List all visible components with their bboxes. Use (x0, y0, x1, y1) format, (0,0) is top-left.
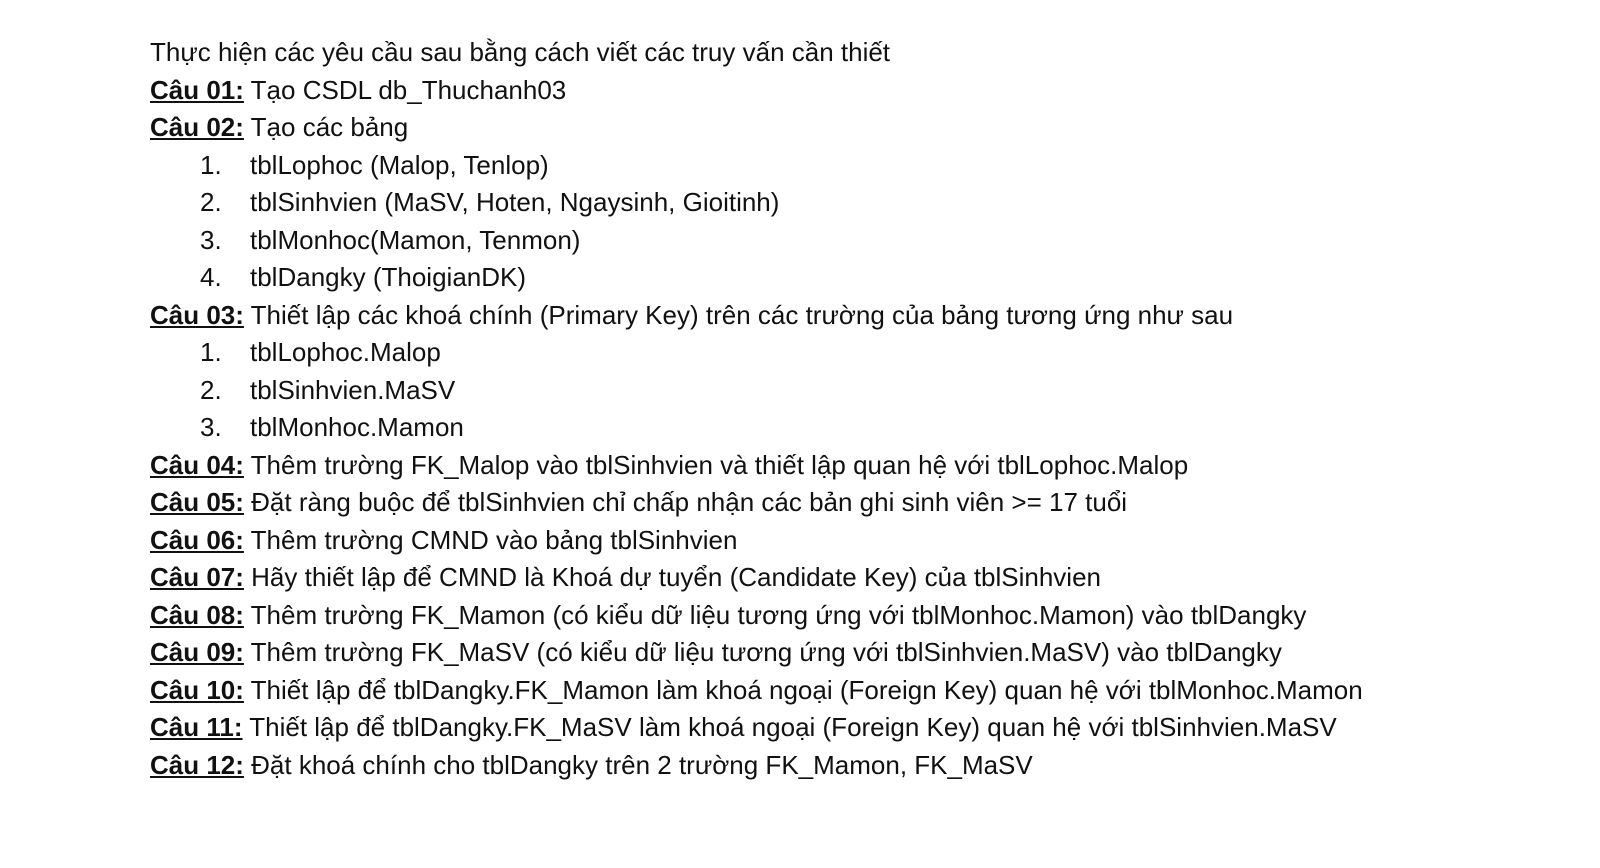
question-09 (150, 634, 1580, 672)
question-02 (150, 109, 1580, 147)
list-item (150, 147, 1580, 185)
question-text: Thiết lập để tblDangky.FK_MaSV làm khoá ngoại (Foreign Key) quan hệ với tblSinhvien.MaSV (242, 712, 1337, 742)
list-item-number: 1. (200, 337, 222, 367)
question-label: Câu 03: (150, 299, 244, 330)
list-item (150, 184, 1580, 222)
question-label: Câu 01: (150, 74, 244, 105)
question-label: Câu 04: (150, 449, 244, 480)
question-text: Tạo CSDL db_Thuchanh03 (243, 74, 567, 105)
question-text: Thêm trường FK_Malop vào tblSinhvien và thiết lập quan hệ với tblLophoc.Malop (243, 449, 1189, 480)
question-text: Thêm trường CMND vào bảng tblSinhvien (243, 524, 738, 555)
list-item (150, 334, 1580, 372)
list-item-text: tblLophoc (Malop, Tenlop) (250, 149, 549, 180)
question-text: Hãy thiết lập để CMND là Khoá dự tuyển (Candidate Key) của tblSinhvien (243, 562, 1102, 592)
list-item-number: 4. (200, 262, 222, 292)
question-text: Thêm trường FK_Mamon (có kiểu dữ liệu tương ứng với tblMonhoc.Mamon) vào tblDangky (243, 599, 1307, 630)
list-item (150, 222, 1580, 260)
question-label: Câu 11: (150, 712, 243, 742)
question-text: Thiết lập để tblDangky.FK_Mamon làm khoá ngoại (Foreign Key) quan hệ với tblMonhoc.Mamon (243, 674, 1363, 705)
question-06 (150, 522, 1580, 560)
question-12 (150, 747, 1580, 785)
list-item-number: 2. (200, 374, 222, 405)
question-07 (150, 559, 1580, 597)
question-text: Thêm trường FK_MaSV (có kiểu dữ liệu tương ứng với tblSinhvien.MaSV) vào tblDangky (243, 637, 1282, 667)
question-04 (150, 447, 1580, 485)
question-10 (150, 672, 1580, 710)
question-text: Tạo các bảng (243, 112, 409, 142)
document-page (150, 34, 1580, 784)
list-item (150, 409, 1580, 447)
question-label: Câu 12: (150, 749, 244, 780)
list-item-text: tblMonhoc.Mamon (250, 412, 464, 442)
question-label: Câu 07: (150, 562, 244, 592)
question-03 (150, 297, 1580, 335)
list-item-number: 3. (200, 224, 222, 255)
list-item-text: tblLophoc.Malop (250, 337, 441, 367)
question-label: Câu 09: (150, 637, 244, 667)
list-item-number: 2. (200, 187, 222, 217)
question-label: Câu 08: (150, 599, 244, 630)
question-08 (150, 597, 1580, 635)
question-label: Câu 02: (150, 112, 244, 142)
intro-text: Thực hiện các yêu cầu sau bằng cách viết các truy vấn cần thiết (150, 37, 891, 67)
question-11 (150, 709, 1580, 747)
question-text: Thiết lập các khoá chính (Primary Key) trên các trường của bảng tương ứng như sau (243, 299, 1234, 330)
question-text: Đặt khoá chính cho tblDangky trên 2 trường FK_Mamon, FK_MaSV (243, 749, 1033, 780)
list-item-text: tblDangky (ThoigianDK) (250, 262, 527, 292)
list-item-number: 3. (200, 412, 222, 442)
list-item-text: tblMonhoc(Mamon, Tenmon) (250, 224, 581, 255)
list-item (150, 372, 1580, 410)
list-item-number: 1. (200, 149, 222, 180)
question-label: Câu 06: (150, 524, 244, 555)
list-item-text: tblSinhvien (MaSV, Hoten, Ngaysinh, Gioitinh) (250, 187, 780, 217)
question-05 (150, 484, 1580, 522)
list-item (150, 259, 1580, 297)
question-label: Câu 05: (150, 487, 244, 517)
question-label: Câu 10: (150, 674, 244, 705)
question-text: Đặt ràng buộc để tblSinhvien chỉ chấp nhận các bản ghi sinh viên >= 17 tuổi (243, 487, 1128, 517)
question-01 (150, 72, 1580, 110)
list-item-text: tblSinhvien.MaSV (250, 374, 456, 405)
